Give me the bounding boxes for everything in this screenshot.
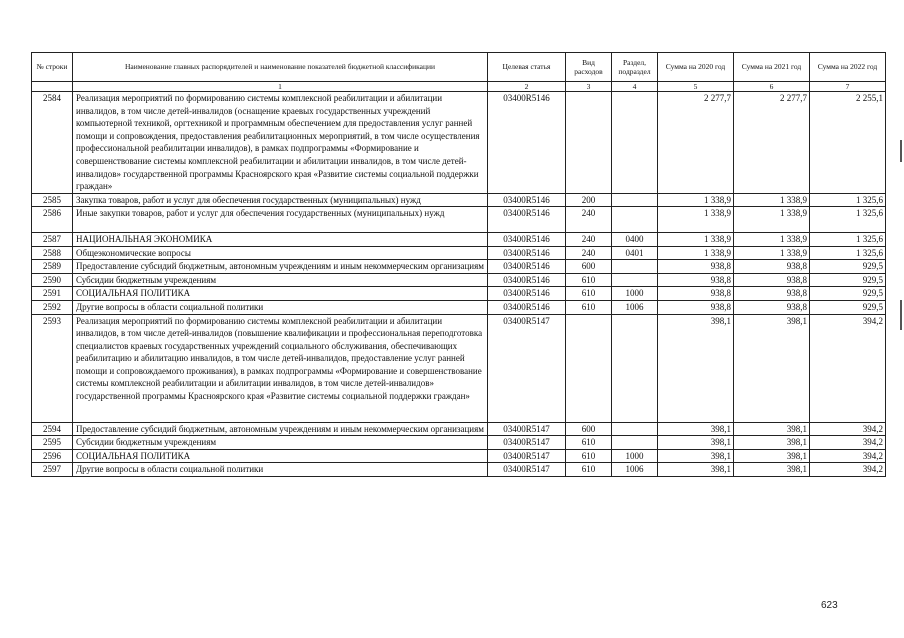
sum-2021-cell: 938,8 bbox=[734, 287, 810, 301]
section-cell bbox=[612, 314, 658, 422]
table-row bbox=[32, 436, 886, 450]
table-row bbox=[32, 287, 886, 301]
section-cell: 1000 bbox=[612, 287, 658, 301]
section-cell bbox=[612, 260, 658, 274]
table-row bbox=[32, 449, 886, 463]
table-row bbox=[32, 207, 886, 233]
indicator-name-cell: Субсидии бюджетным учреждениям bbox=[73, 436, 488, 450]
sum-2022-cell: 394,2 bbox=[810, 449, 886, 463]
expense-type-cell: 600 bbox=[566, 422, 612, 436]
table-row bbox=[32, 232, 886, 246]
row-number-cell: 2592 bbox=[32, 300, 73, 314]
expense-type-cell: 610 bbox=[566, 287, 612, 301]
row-number-cell: 2586 bbox=[32, 207, 73, 233]
sum-2021-cell: 938,8 bbox=[734, 273, 810, 287]
indicator-name-cell: Предоставление субсидий бюджетным, автономным учреждениям и иным некоммерческим организациям bbox=[73, 260, 488, 274]
sum-2022-cell: 394,2 bbox=[810, 422, 886, 436]
target-article-cell: 03400R5147 bbox=[488, 463, 566, 477]
expense-type-cell: 610 bbox=[566, 300, 612, 314]
sum-2022-cell: 1 325,6 bbox=[810, 232, 886, 246]
sum-2020-cell: 1 338,9 bbox=[658, 207, 734, 233]
sum-2021-cell: 398,1 bbox=[734, 436, 810, 450]
column-number: 2 bbox=[488, 82, 566, 92]
target-article-cell: 03400R5146 bbox=[488, 193, 566, 207]
section-cell bbox=[612, 193, 658, 207]
target-article-cell: 03400R5146 bbox=[488, 232, 566, 246]
section-cell: 1000 bbox=[612, 449, 658, 463]
page-number: 623 bbox=[821, 600, 838, 611]
sum-2020-cell: 398,1 bbox=[658, 463, 734, 477]
row-number-cell: 2589 bbox=[32, 260, 73, 274]
sum-2022-cell: 929,5 bbox=[810, 260, 886, 274]
table-row bbox=[32, 422, 886, 436]
target-article-cell: 03400R5147 bbox=[488, 436, 566, 450]
scan-edge-mark bbox=[900, 140, 902, 162]
column-number: 7 bbox=[810, 82, 886, 92]
sum-2021-cell: 398,1 bbox=[734, 422, 810, 436]
sum-2021-cell: 398,1 bbox=[734, 463, 810, 477]
column-number-row bbox=[32, 82, 886, 92]
sum-2021-cell: 1 338,9 bbox=[734, 193, 810, 207]
expense-type-cell: 240 bbox=[566, 246, 612, 260]
sum-2022-cell: 394,2 bbox=[810, 436, 886, 450]
sum-2020-cell: 938,8 bbox=[658, 260, 734, 274]
sum-2022-cell: 1 325,6 bbox=[810, 246, 886, 260]
header-target: Целевая статья bbox=[488, 53, 566, 82]
header-section: Раздел, подраздел bbox=[612, 53, 658, 82]
sum-2020-cell: 938,8 bbox=[658, 300, 734, 314]
expense-type-cell: 610 bbox=[566, 273, 612, 287]
indicator-name-cell: Общеэкономические вопросы bbox=[73, 246, 488, 260]
sum-2021-cell: 1 338,9 bbox=[734, 246, 810, 260]
header-sum-2022: Сумма на 2022 год bbox=[810, 53, 886, 82]
sum-2020-cell: 1 338,9 bbox=[658, 246, 734, 260]
indicator-name-cell: НАЦИОНАЛЬНАЯ ЭКОНОМИКА bbox=[73, 232, 488, 246]
sum-2020-cell: 1 338,9 bbox=[658, 193, 734, 207]
row-number-cell: 2588 bbox=[32, 246, 73, 260]
expense-type-cell bbox=[566, 314, 612, 422]
expense-type-cell: 610 bbox=[566, 449, 612, 463]
sum-2022-cell: 394,2 bbox=[810, 463, 886, 477]
section-cell: 0401 bbox=[612, 246, 658, 260]
target-article-cell: 03400R5146 bbox=[488, 207, 566, 233]
sum-2021-cell: 938,8 bbox=[734, 260, 810, 274]
row-number-cell: 2585 bbox=[32, 193, 73, 207]
sum-2022-cell: 929,5 bbox=[810, 300, 886, 314]
section-cell bbox=[612, 422, 658, 436]
indicator-name-cell: СОЦИАЛЬНАЯ ПОЛИТИКА bbox=[73, 449, 488, 463]
sum-2021-cell: 398,1 bbox=[734, 449, 810, 463]
section-cell: 1006 bbox=[612, 463, 658, 477]
target-article-cell: 03400R5147 bbox=[488, 422, 566, 436]
table-row bbox=[32, 260, 886, 274]
sum-2022-cell: 929,5 bbox=[810, 273, 886, 287]
row-number-cell: 2587 bbox=[32, 232, 73, 246]
indicator-name-cell: Закупка товаров, работ и услуг для обеспечения государственных (муниципальных) нужд bbox=[73, 193, 488, 207]
row-number-cell: 2591 bbox=[32, 287, 73, 301]
header-name: Наименование главных распорядителей и наименование показателей бюджетной классификации bbox=[73, 53, 488, 82]
indicator-name-cell: Реализация мероприятий по формированию системы комплексной реабилитации и абилитации инвалидов, в том числе детей-инвалидов (оснащение краевых государственных учреждений компьютерной техникой, оргтехникой и программным обеспечением для предоставления услуг ранней помощи и сопровождения, предоставления реабилитационных мероприятий, в том числе осуществления профессиональной реабилитации инвалидов), в рамках подпрограммы «Формирование и совершенствование системы комплексной реабилитации и абилитации инвалидов, в том числе детей-инвалидов» государственной программы Красноярского края «Развитие системы социальной поддержки граждан» bbox=[73, 92, 488, 194]
header-row bbox=[32, 53, 886, 82]
row-number-cell: 2590 bbox=[32, 273, 73, 287]
target-article-cell: 03400R5147 bbox=[488, 449, 566, 463]
sum-2022-cell: 929,5 bbox=[810, 287, 886, 301]
expense-type-cell: 240 bbox=[566, 207, 612, 233]
row-number-cell: 2597 bbox=[32, 463, 73, 477]
expense-type-cell: 240 bbox=[566, 232, 612, 246]
table-row bbox=[32, 463, 886, 477]
row-number-cell: 2595 bbox=[32, 436, 73, 450]
column-number: 4 bbox=[612, 82, 658, 92]
expense-type-cell: 610 bbox=[566, 463, 612, 477]
sum-2020-cell: 1 338,9 bbox=[658, 232, 734, 246]
target-article-cell: 03400R5147 bbox=[488, 314, 566, 422]
table-row bbox=[32, 273, 886, 287]
header-row-no: № строки bbox=[32, 53, 73, 82]
sum-2020-cell: 938,8 bbox=[658, 287, 734, 301]
indicator-name-cell: Предоставление субсидий бюджетным, автономным учреждениям и иным некоммерческим организациям bbox=[73, 422, 488, 436]
indicator-name-cell: Другие вопросы в области социальной политики bbox=[73, 463, 488, 477]
sum-2021-cell: 1 338,9 bbox=[734, 207, 810, 233]
row-number-cell: 2596 bbox=[32, 449, 73, 463]
target-article-cell: 03400R5146 bbox=[488, 287, 566, 301]
budget-table-sheet bbox=[31, 52, 885, 477]
sum-2020-cell: 398,1 bbox=[658, 422, 734, 436]
sum-2020-cell: 398,1 bbox=[658, 449, 734, 463]
column-number: 3 bbox=[566, 82, 612, 92]
expense-type-cell: 600 bbox=[566, 260, 612, 274]
row-number-cell: 2593 bbox=[32, 314, 73, 422]
table-row bbox=[32, 193, 886, 207]
table-row bbox=[32, 246, 886, 260]
table-row bbox=[32, 314, 886, 422]
expense-type-cell: 200 bbox=[566, 193, 612, 207]
sum-2022-cell: 1 325,6 bbox=[810, 207, 886, 233]
expense-type-cell: 610 bbox=[566, 436, 612, 450]
column-number: 1 bbox=[73, 82, 488, 92]
table-row bbox=[32, 300, 886, 314]
sum-2022-cell: 394,2 bbox=[810, 314, 886, 422]
column-number: 6 bbox=[734, 82, 810, 92]
sum-2021-cell: 398,1 bbox=[734, 314, 810, 422]
indicator-name-cell: Реализация мероприятий по формированию системы комплексной реабилитации и абилитации инвалидов, в том числе детей-инвалидов (повышение квалификации и профессиональная переподготовка специалистов краевых государственных учреждений социального обслуживания, обеспечивающих реабилитацию и абилитацию инвалидов, в том числе детей-инвалидов, предоставление услуг ранней помощи и сопровождаемого проживания), в рамках подпрограммы «Формирование и совершенствование системы комплексной реабилитации и абилитации инвалидов, в том числе детей-инвалидов» государственной программы Красноярского края «Развитие системы социальной поддержки граждан» bbox=[73, 314, 488, 422]
sum-2020-cell: 398,1 bbox=[658, 314, 734, 422]
indicator-name-cell: СОЦИАЛЬНАЯ ПОЛИТИКА bbox=[73, 287, 488, 301]
target-article-cell: 03400R5146 bbox=[488, 300, 566, 314]
target-article-cell: 03400R5146 bbox=[488, 92, 566, 194]
target-article-cell: 03400R5146 bbox=[488, 246, 566, 260]
scan-edge-mark bbox=[900, 300, 902, 330]
indicator-name-cell: Иные закупки товаров, работ и услуг для обеспечения государственных (муниципальных) нужд bbox=[73, 207, 488, 233]
section-cell bbox=[612, 273, 658, 287]
budget-table bbox=[31, 52, 886, 477]
header-sum-2020: Сумма на 2020 год bbox=[658, 53, 734, 82]
table-row bbox=[32, 92, 886, 194]
sum-2021-cell: 938,8 bbox=[734, 300, 810, 314]
indicator-name-cell: Субсидии бюджетным учреждениям bbox=[73, 273, 488, 287]
sum-2020-cell: 398,1 bbox=[658, 436, 734, 450]
header-sum-2021: Сумма на 2021 год bbox=[734, 53, 810, 82]
sum-2022-cell: 2 255,1 bbox=[810, 92, 886, 194]
sum-2020-cell: 938,8 bbox=[658, 273, 734, 287]
target-article-cell: 03400R5146 bbox=[488, 273, 566, 287]
sum-2021-cell: 2 277,7 bbox=[734, 92, 810, 194]
section-cell bbox=[612, 207, 658, 233]
column-number: 5 bbox=[658, 82, 734, 92]
row-number-cell: 2584 bbox=[32, 92, 73, 194]
section-cell: 0400 bbox=[612, 232, 658, 246]
target-article-cell: 03400R5146 bbox=[488, 260, 566, 274]
column-number bbox=[32, 82, 73, 92]
section-cell: 1006 bbox=[612, 300, 658, 314]
indicator-name-cell: Другие вопросы в области социальной политики bbox=[73, 300, 488, 314]
table-body bbox=[32, 92, 886, 477]
section-cell bbox=[612, 92, 658, 194]
sum-2021-cell: 1 338,9 bbox=[734, 232, 810, 246]
expense-type-cell bbox=[566, 92, 612, 194]
header-exp-type: Вид расходов bbox=[566, 53, 612, 82]
section-cell bbox=[612, 436, 658, 450]
sum-2022-cell: 1 325,6 bbox=[810, 193, 886, 207]
sum-2020-cell: 2 277,7 bbox=[658, 92, 734, 194]
row-number-cell: 2594 bbox=[32, 422, 73, 436]
